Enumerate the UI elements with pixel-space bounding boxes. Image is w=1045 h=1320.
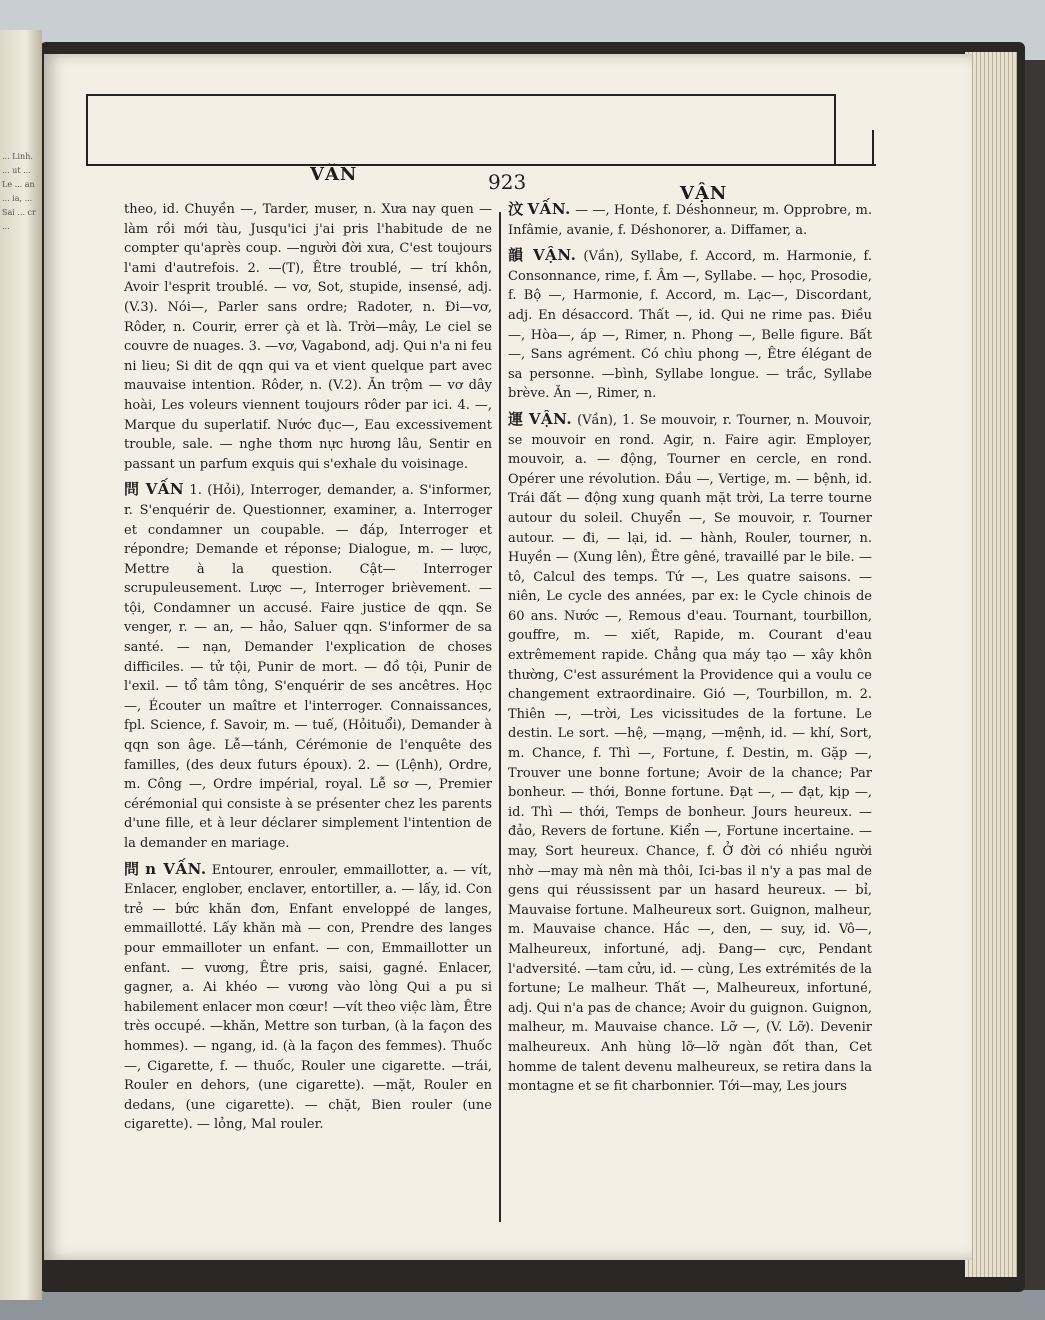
entry-hanzi: 汶 [508,200,524,218]
entry-continuation: theo, id. Chuyền —, Tarder, muser, n. Xưa nay quen — làm rồi mới tàu, Jusqu'ici j'ai pris l'habitude de ne compter qu'après coup. —người đời xưa, C'est toujours l'ami d'autrefois. 2. —(T), Être troublé, — trí khôn, Avoir l'esprit troublé. — vơ, Sot, stupide, insensé, adj. (V.3). Nói—, Parler sans ordre; Radoter, n. Đi—vơ, Rôder, n. Courir, errer çà et là. Trời—mây, Le ciel se couvre de nuages. 3. —vơ, Vagabond, adj. Qui n'a ni feu ni lieu; Si dit de qqn qui va et vient quelque part avec mauvaise intention. Rôder, n. (V.2). Ăn trộm — vơ dây hoài, Les voleurs viennent toujours rôder par ici. 4. —, Marque du superlatif. Nước đục—, Eau excessivement trouble, sale. — nghe thơm nực hương lâu, Sentir en passant un parfum exquis qui s'exhale du voisinage. [124,202,492,472]
entry-headword: n VẤN. [145,859,207,878]
left-margin-text: ... Linh. ... ut ... Le ... an ... ia, ... Sai ... cr ... [2,152,36,231]
header-right-tick [872,130,874,166]
page-header-frame [86,94,836,166]
entry-van-hoi [124,480,492,853]
entry-text: 1. (Hỏi), Interroger, demander, a. S'informer, r. S'enquérir de. Questionner, examiner, a. Interroger et condamner un coupable. — đáp, Interroger et répondre; Demande et réponse; Dialogue, m. — lược, Mettre à la question. Cật— Interroger scrupuleusement. Lược —, Interroger brièvement. — tội, Condamner un accusé. Faire justice de qqn. Se venger, r. — an, — hảo, Saluer qqn. S'informer de sa santé. — nạn, Demander l'explication de choses difficiles. — tử tội, Punir de mort. — đồ tội, Punir de l'exil. — tổ tâm tông, S'enquérir de ses ancêtres. Học —, Écouter un maître et l'interroger. Connaissances, fpl. Science, f. Savoir, m. — tuế, (Hỏituổi), Demander à qqn son âge. Lễ—tánh, Cérémonie de l'enquête des familles, (des deux futurs époux). 2. — (Lệnh), Ordre, m. Công —, Ordre impérial, royal. Lễ sơ —, Premier cérémonial qui consiste à se présenter chez les parents d'une fille, et à leur déclarer simplement l'intention de la demander en mariage. [124,483,492,851]
entry-hanzi: 韻 [508,246,526,265]
header-rule [86,164,876,166]
backdrop-bottom [0,1290,1045,1320]
entry-text: — —, Honte, f. Déshonneur, m. Opprobre, m. Infâmie, avanie, f. Déshonorer, a. Diffamer, a. [508,203,872,238]
entry-hanzi: 問 [124,480,141,499]
entry-van-entourer [124,860,492,1135]
entry-van-honte [508,200,872,240]
entry-van-mouvoir [508,410,872,1097]
entry-text: (Vần), Syllabe, f. Accord, m. Harmonie, f. Consonnance, rime, f. Âm —, Syllabe. — học, Prosodie, f. Bộ —, Harmonie, f. Accord, m. Lạc—, Discordant, adj. En désaccord. Thất —, id. Qui ne rime pas. Điều —, Hòa—, áp —, Rimer, n. Phong —, Belle figure. Bất —, Sans agrément. Có chìu phong —, Être élégant de sa personne. —bình, Syllabe longue. — trắc, Syllabe brève. Ăn —, Rimer, n. [508,249,873,402]
right-column [508,200,872,1103]
right-running-headword: VẬN [680,183,728,204]
entry-hanzi: 運 [508,409,524,428]
left-page-edge [0,30,42,1300]
entry-headword: VẤN [145,480,185,499]
entry-text: Entourer, enrouler, emmaillotter, a. — vít, Enlacer, englober, enclaver, entortiller, a. — lấy, id. Con trẻ — bức khăn đơn, Enfant enveloppé de langes, emmaillotté. Lấy khăn mà — con, Prendre des langes pour emmailloter un enfant. — con, Emmaillotter un enfant. — vương, Être pris, saisi, gagné. Enlacer, gagner, a. Ai khéo — vương vào lòng Qui a pu si habilement enlacer mon cœur! —vít theo việc làm, Être très occupé. —khăn, Mettre son turban, (à la façon des hommes). — ngang, id. (à la façon des femmes). Thuốc —, Cigarette, f. — thuốc, Rouler une cigarette. —trái, Rouler en dehors, (une cigarette). —mặt, Rouler en dedans, (une cigarette). — chặt, Bien rouler (une cigarette). — lỏng, Mal rouler. [124,862,492,1133]
entry-headword: VẤN. [527,200,571,218]
page-edges [965,52,1017,1277]
left-column [124,200,492,1141]
left-running-headword: VĂN [310,164,358,185]
entry-van-syllabe [508,246,872,404]
page-number: 923 [488,170,527,194]
entry-headword: VẬN. [533,246,577,265]
entry-headword: VẬN. [528,409,573,428]
column-divider [499,212,501,1222]
entry-text: (Vần), 1. Se mouvoir, r. Tourner, n. Mouvoir, se mouvoir en rond. Agir, n. Faire agir. Employer, mouvoir, a. — động, Tourner en cercle, en rond. Opérer une révolution. Đầu —, Vertige, m. — bệnh, id. Trái đất — động xung quanh mặt trời, La terre tourne autour du soleil. Chuyển —, Se mouvoir, r. Tourner autour. — đi, — lại, id. — hành, Rouler, tourner, n. Huyền — (Xung lên), Être gêné, travaillé par le bile. — tô, Calcul des temps. Tứ —, Les quatre saisons. — niên, Le cycle des années, par ex: le Cycle chinois de 60 ans. Nước —, Remous d'eau. Tournant, tourbillon, gouffre, m. — xiết, Rapide, m. Courant d'eau extrêmement rapide. Chẳng qua máy tạo — xây khôn thường, C'est assurément la Providence qui a voulu ce changement extraordinaire. Gió —, Tourbillon, m. 2. Thiên —, —trời, Les vicissitudes de la fortune. Le destin. Le sort. —hệ, —mạng, —mệnh, id. — khí, Sort, m. Chance, f. Thì —, Fortune, f. Destin, m. Gặp —, Trouver une bonne fortune; Avoir de la chance; Par bonheur. — thới, Bonne fortune. Đạt —, — đạt, kịp —, id. Thì — thới, Temps de bonheur. Jours heureux. — đảo, Revers de fortune. Kiển —, Fortune incertaine. — may, Sort heureux. Chance, f. Ở đời có nhiều người nhờ —may mà nên mà thôi, Ici-bas il n'y a pas mal de gens qui réussissent par un hasard heureux. — bỉ, Mauvaise fortune. Malheureux sort. Guignon, malheur, m. Mauvaise chance. Hắc —, den, — suy, id. Vô—, Malheureux, infortuné, adj. Đang— cực, Pendant l'adversité. —tam cửu, id. — cùng, Les extrémités de la fortune; Le malheur. Thất —, Malheureux, infortuné, adj. Qui n'a pas de chance; Avoir du guignon. Guignon, malheur, m. Mauvaise chance. Lỡ —, (V. Lỡ). Devenir malheureux. Anh hùng lỡ—lỡ ngàn đốt than, Cet homme de talent devenu malheureux, se retira dans la montagne et se fit charbonnier. Tới—may, Les jours [508,412,872,1095]
entry-hanzi: 問 [124,859,141,878]
